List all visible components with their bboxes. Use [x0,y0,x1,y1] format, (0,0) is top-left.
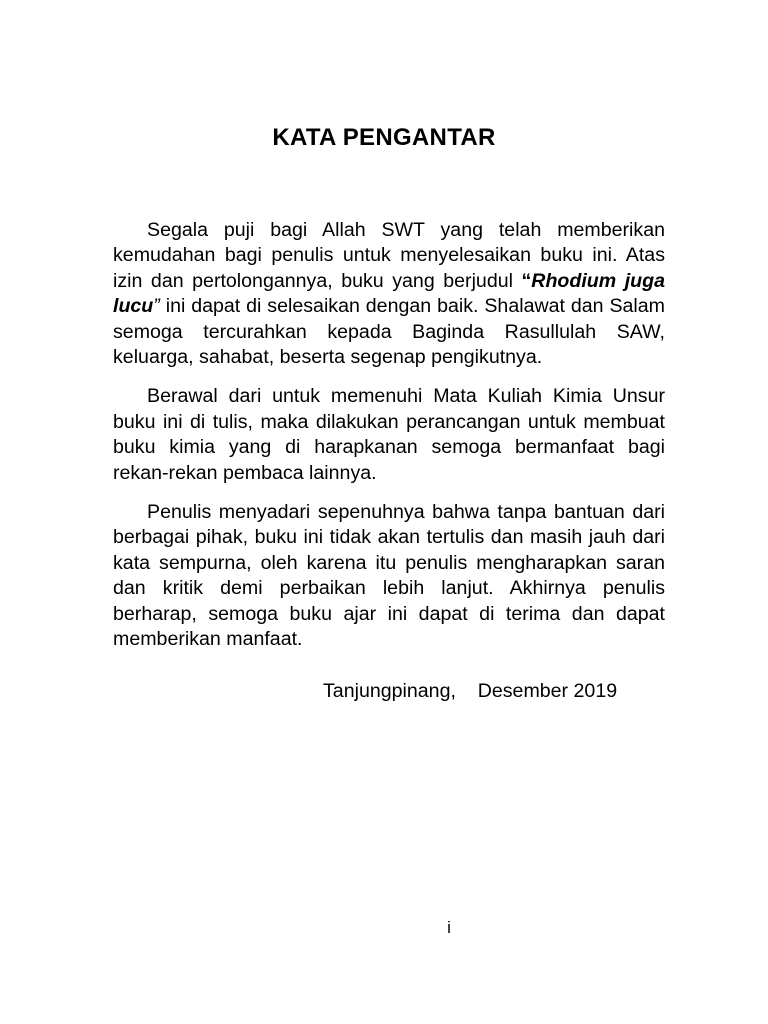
close-quote: ” [153,295,160,318]
page-number: i [447,918,451,937]
signature-date: Desember 2019 [477,680,618,702]
book-title: Rhodium juga lucu [113,269,665,318]
paragraph-1-text-before: Segala puji bagi Allah SWT yang telah memberikan kemudahan bagi penulis untuk menyelesaikan buku ini. Atas izin dan pertolongannya, buku yang berjudul [113,219,665,292]
paragraph-1 [113,218,665,370]
paragraph-2: Berawal dari untuk memenuhi Mata Kuliah Kimia Unsur buku ini di tulis, maka dilakukan perancangan untuk membuat buku kimia yang di harapkanan semoga bermanfaat bagi rekan-rekan pembaca lainnya. [113,385,665,484]
page-title: KATA PENGANTAR [272,124,496,151]
open-quote: “ [521,269,532,292]
paragraph-1-text-after: ini dapat di selesaikan dengan baik. Shalawat dan Salam semoga tercurahkan kepada Baginda Rasullulah SAW, keluarga, sahabat, beserta segenap pengikutnya. [113,295,665,369]
paragraph-3: Penulis menyadari sepenuhnya bahwa tanpa bantuan dari berbagai pihak, buku ini tidak akan tertulis dan masih jauh dari kata sempurna, oleh karena itu penulis mengharapkan saran dan kritik demi perbaikan lebih lanjut. Akhirnya penulis berharap, semoga buku ajar ini dapat di terima dan dapat memberikan manfaat. [113,501,665,651]
signature-place: Tanjungpinang, [323,680,456,702]
preface-body [113,218,665,667]
signature-line [323,679,617,704]
